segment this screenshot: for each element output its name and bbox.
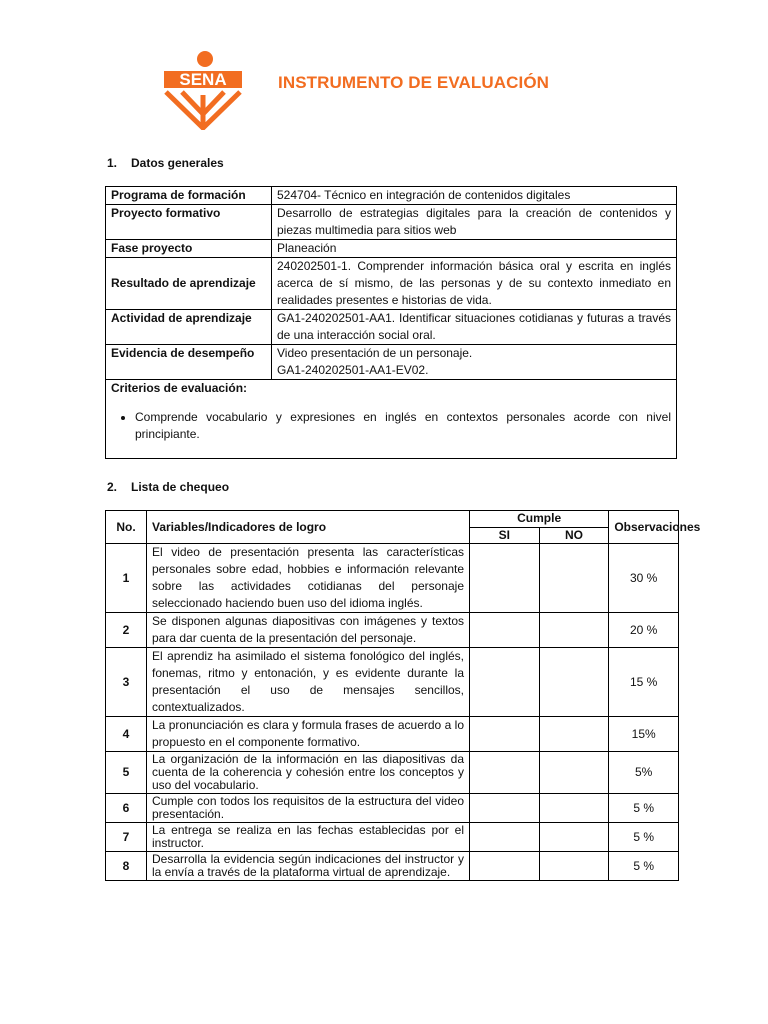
row-value: Desarrollo de estrategias digitales para la creación de contenidos y piezas multimedia para sitios web bbox=[272, 205, 677, 240]
header-si: SI bbox=[470, 527, 540, 544]
row-number: 5 bbox=[106, 752, 147, 794]
criteria-cell bbox=[106, 380, 677, 459]
row-observation: 5 % bbox=[609, 794, 679, 823]
row-number: 4 bbox=[106, 717, 147, 752]
no-checkbox-cell[interactable] bbox=[539, 648, 609, 717]
table-row bbox=[106, 648, 679, 717]
si-checkbox-cell[interactable] bbox=[470, 794, 540, 823]
row-label: Proyecto formativo bbox=[106, 205, 272, 240]
header-cumple: Cumple bbox=[470, 511, 609, 528]
header-observaciones: Observaciones bbox=[609, 511, 679, 544]
row-label: Resultado de aprendizaje bbox=[106, 258, 272, 310]
row-label: Fase proyecto bbox=[106, 240, 272, 258]
section-2-title: Lista de chequeo bbox=[131, 480, 230, 494]
criteria-row bbox=[106, 380, 677, 459]
row-value-line: Video presentación de un personaje. bbox=[277, 346, 473, 360]
row-value-line: GA1-240202501-AA1-EV02. bbox=[277, 363, 429, 377]
row-number: 2 bbox=[106, 613, 147, 648]
logo-figure bbox=[166, 92, 240, 128]
si-checkbox-cell[interactable] bbox=[470, 544, 540, 613]
section-2-number: 2. bbox=[107, 480, 118, 494]
row-number: 1 bbox=[106, 544, 147, 613]
table-row bbox=[106, 345, 677, 380]
criteria-label: Criterios de evaluación: bbox=[111, 381, 248, 395]
table-row bbox=[106, 544, 679, 613]
criteria-list bbox=[111, 409, 671, 443]
row-number: 3 bbox=[106, 648, 147, 717]
row-indicator: Desarrolla la evidencia según indicaciones del instructor y la envía a través de la plataforma virtual de aprendizaje. bbox=[147, 852, 470, 881]
row-indicator: La entrega se realiza en las fechas establecidas por el instructor. bbox=[147, 823, 470, 852]
table-row bbox=[106, 613, 679, 648]
si-checkbox-cell[interactable] bbox=[470, 648, 540, 717]
header-no: No. bbox=[106, 511, 147, 544]
no-checkbox-cell[interactable] bbox=[539, 544, 609, 613]
row-observation: 5 % bbox=[609, 823, 679, 852]
row-value: Planeación bbox=[272, 240, 677, 258]
general-data-table bbox=[105, 186, 677, 459]
si-checkbox-cell[interactable] bbox=[470, 823, 540, 852]
row-observation: 5 % bbox=[609, 852, 679, 881]
table-row bbox=[106, 205, 677, 240]
row-observation: 5% bbox=[609, 752, 679, 794]
row-observation: 15% bbox=[609, 717, 679, 752]
row-value: 524704- Técnico en integración de contenidos digitales bbox=[272, 187, 677, 205]
row-observation: 20 % bbox=[609, 613, 679, 648]
header-variables: Variables/Indicadores de logro bbox=[147, 511, 470, 544]
no-checkbox-cell[interactable] bbox=[539, 717, 609, 752]
table-row bbox=[106, 794, 679, 823]
row-label: Programa de formación bbox=[106, 187, 272, 205]
table-row bbox=[106, 717, 679, 752]
row-indicator: Se disponen algunas diapositivas con imágenes y textos para dar cuenta de la presentación del personaje. bbox=[147, 613, 470, 648]
row-label: Actividad de aprendizaje bbox=[106, 310, 272, 345]
document-title: INSTRUMENTO DE EVALUACIÓN bbox=[278, 73, 550, 92]
si-checkbox-cell[interactable] bbox=[470, 613, 540, 648]
row-indicator: El aprendiz ha asimilado el sistema fonológico del inglés, fonemas, ritmo y entonación, y es evidente durante la presentación el uso de mensajes sencillos, contextualizados. bbox=[147, 648, 470, 717]
table-row bbox=[106, 240, 677, 258]
row-value: GA1-240202501-AA1. Identificar situaciones cotidianas y futuras a través de una interacción social oral. bbox=[272, 310, 677, 345]
row-value: 240202501-1. Comprender información básica oral y escrita en inglés acerca de sí mismo, de las personas y de su contexto inmediato en realidades presentes e historias de vida. bbox=[272, 258, 677, 310]
row-indicator: La pronunciación es clara y formula frases de acuerdo a lo propuesto en el componente formativo. bbox=[147, 717, 470, 752]
row-observation: 15 % bbox=[609, 648, 679, 717]
checklist-table bbox=[105, 510, 701, 881]
row-indicator: El video de presentación presenta las características personales sobre edad, hobbies e información relevante sobre las actividades cotidianas del personaje seleccionado haciendo buen uso del idioma inglés. bbox=[147, 544, 470, 613]
section-1-heading bbox=[107, 156, 224, 170]
si-checkbox-cell[interactable] bbox=[470, 852, 540, 881]
logo-head-circle bbox=[197, 51, 213, 67]
table-row bbox=[106, 310, 677, 345]
no-checkbox-cell[interactable] bbox=[539, 823, 609, 852]
si-checkbox-cell[interactable] bbox=[470, 717, 540, 752]
row-value bbox=[272, 345, 677, 380]
row-number: 7 bbox=[106, 823, 147, 852]
no-checkbox-cell[interactable] bbox=[539, 752, 609, 794]
section-1-title: Datos generales bbox=[131, 156, 224, 170]
checklist-header-row bbox=[106, 511, 679, 528]
table-row bbox=[106, 187, 677, 205]
row-label: Evidencia de desempeño bbox=[106, 345, 272, 380]
header-no-col: NO bbox=[539, 527, 609, 544]
criteria-item: • Comprende vocabulario y expresiones en inglés en contextos personales acorde con nivel principiante. bbox=[135, 409, 671, 443]
no-checkbox-cell[interactable] bbox=[539, 852, 609, 881]
table-row bbox=[106, 852, 679, 881]
sena-logo bbox=[160, 50, 246, 130]
row-indicator: Cumple con todos los requisitos de la estructura del video presentación. bbox=[147, 794, 470, 823]
si-checkbox-cell[interactable] bbox=[470, 752, 540, 794]
no-checkbox-cell[interactable] bbox=[539, 613, 609, 648]
section-2-heading bbox=[107, 480, 229, 494]
table-row bbox=[106, 823, 679, 852]
row-number: 8 bbox=[106, 852, 147, 881]
row-indicator: La organización de la información en las diapositivas da cuenta de la coherencia y cohesión entre los conceptos y uso del vocabulario. bbox=[147, 752, 470, 794]
table-row bbox=[106, 752, 679, 794]
row-observation: 30 % bbox=[609, 544, 679, 613]
section-1-number: 1. bbox=[107, 156, 118, 170]
row-number: 6 bbox=[106, 794, 147, 823]
table-row bbox=[106, 258, 677, 310]
logo-text: SENA bbox=[179, 70, 227, 89]
no-checkbox-cell[interactable] bbox=[539, 794, 609, 823]
